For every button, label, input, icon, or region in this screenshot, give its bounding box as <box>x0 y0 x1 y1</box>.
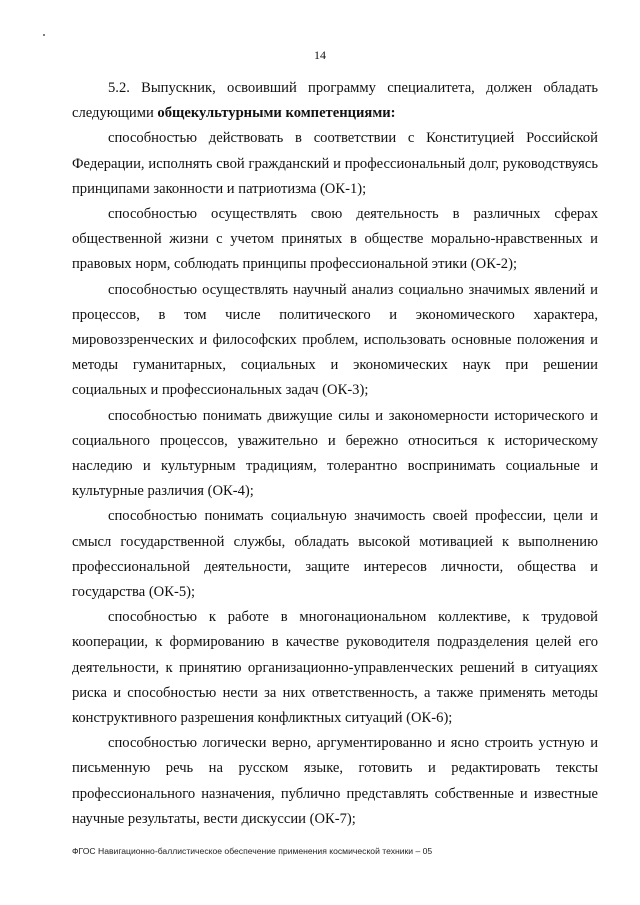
competency-ok-1: способностью действовать в соответствии с Конституцией Российской Федерации, исполнять свой гражданский и профессиональный долг, руководствуясь принципами законности и патриотизма (ОК-1); <box>72 130 598 197</box>
scan-speck <box>43 34 45 36</box>
section-intro-text: 5.2. Выпускник, освоивший программу специалитета, должен обладать следующими <box>72 80 598 122</box>
competency-ok-6: способностью к работе в многонациональном коллективе, к трудовой кооперации, к формированию в качестве руководителя подразделения целей его деятельности, к принятию организационно-управленческих решений в ситуациях риска и способностью нести за них ответственность, а также применять методы конструктивного разрешения конфликтных ситуаций (ОК-6); <box>72 609 598 727</box>
document-footer: ФГОС Навигационно-баллистическое обеспечение применения космической техники – 05 <box>72 846 433 856</box>
section-intro-bold: общекультурными компетенциями: <box>157 105 396 122</box>
competency-ok-3: способностью осуществлять научный анализ социально значимых явлений и процессов, в том числе политического и экономического характера, мировоззренческих и философских проблем, использовать основные положения и методы гуманитарных, социальных и экономических наук при решении социальных и профессиональных задач (ОК-3); <box>72 281 598 399</box>
section-intro-paragraph <box>72 76 598 126</box>
document-body <box>72 76 598 832</box>
competency-ok-4: способностью понимать движущие силы и закономерности исторического и социального процессов, уважительно и бережно относиться к историческому наследию и культурным традициям, толерантно воспринимать социальные и культурные различия (ОК-4); <box>72 407 598 500</box>
page-number: 14 <box>314 48 326 62</box>
competency-ok-2: способностью осуществлять свою деятельность в различных сферах общественной жизни с учетом принятых в обществе морально-нравственных и правовых норм, соблюдать принципы профессиональной этики (ОК-2); <box>72 206 598 273</box>
competency-ok-7: способностью логически верно, аргументированно и ясно строить устную и письменную речь на русском языке, готовить и редактировать тексты профессионального назначения, публично представлять собственные и известные научные результаты, вести дискуссии (ОК-7); <box>72 735 598 827</box>
competency-ok-5: способностью понимать социальную значимость своей профессии, цели и смысл государственной службы, обладать высокой мотивацией к выполнению профессиональной деятельности, защите интересов личности, общества и государства (ОК-5); <box>72 508 598 601</box>
